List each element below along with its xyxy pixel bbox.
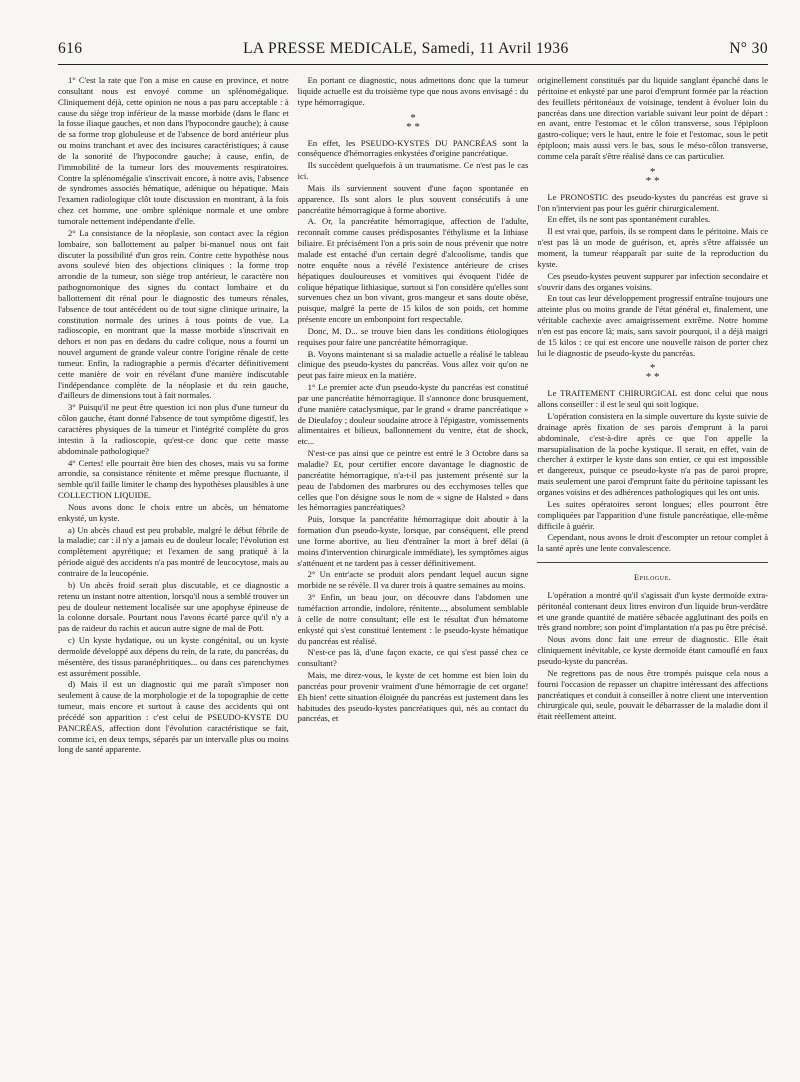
paragraph: Nous avons donc fait une erreur de diagnostic. Elle était cliniquement inévitable, ce kyste dermoïde étant camouflé en faux pseudo-kyste du pancréas. (537, 634, 768, 666)
text-columns (58, 75, 768, 1075)
paragraph: 3° Puisqu'il ne peut être question ici non plus d'une tumeur du côlon gauche, étant donné l'absence de tout symptôme digestif, les caractères physiques de la tumeur et l'intégrité complète du gros intestin à la radioscopie, qu'est-ce donc que cette masse abdominale pathologique? (58, 402, 289, 456)
column-3 (537, 75, 768, 1075)
paragraph: a) Un abcès chaud est peu probable, malgré le début fébrile de la maladie; car : il n'y a jamais eu de douleur locale; l'évolution est complètement apyrétique; et l'examen de sang pratiqué à la période aiguë des accidents n'a pas montré de leucocytose, mais au contraire de la leucopénie. (58, 524, 289, 578)
star-glyph: * (654, 371, 660, 384)
paragraph: d) Mais il est un diagnostic qui me paraît s'imposer non seulement à cause de la morphologie et de la topographie de cette tumeur, mais encore et surtout à cause des accidents qui ont précédé son apparition : c'est celui de PSEUDO-KYSTE DU PANCRÉAS, affection dont l'évolution caractéristique se fait, comme ici, en deux temps, séparés par un intervalle plus ou moins long de santé apparente. (58, 679, 289, 755)
section-divider (537, 562, 768, 563)
paragraph: N'est-ce pas ainsi que ce peintre est entré le 3 Octobre dans sa maladie? Et, pour certifier encore davantage le diagnostic de pancréatite hémorragique, n'a-t-il pas justement présenté sur la peau de l'abdomen des marbrures ou des ecchymoses telles que celles que l'on désigne sous le nom de « signe de Halsted » dans les hémorragies pancréatiques? (297, 448, 529, 513)
paragraph: Les suites opératoires seront longues; elles pourront être compliquées par l'apparition d'une fistule pancréatique, elle-même difficile à guérir. (537, 498, 768, 531)
paragraph: Puis, lorsque la pancréatite hémorragique doit aboutir à la formation d'un pseudo-kyste, lorsque, par conséquent, elle prend une forme abortive, au lieu d'entraîner la mort à bref délai (à moins d'intervention chirurgicale immédiate), les symptômes aigus s'atténuent et ne tardent pas à cesser définitivement. (297, 514, 529, 568)
paragraph: b) Un abcès froid serait plus discutable, et ce diagnostic a retenu un instant notre attention, lorsqu'il nous a semblé trouver un peu de douleur nettement localisée sur une apophyse épineuse de la colonne dorsale. Pourtant nous l'avons écarté parce qu'il n'y a pas de raideur du rachis et aucun autre signe de mal de Pott. (58, 579, 289, 634)
paragraph: 3° Enfin, un beau jour, on découvre dans l'abdomen une tuméfaction arrondie, indolore, rénitente..., absolument semblable à celle de notre consultant; elle est le résultat d'un hématome enkysté qui s'est constitué lentement : le pseudo-kyste hématique du pancréas est réalisé. (297, 592, 529, 646)
paragraph: Cependant, nous avons le droit d'escompter un retour complet à la santé après une lente convalescence. (537, 532, 768, 554)
paragraph: 2° La consistance de la néoplasie, son contact avec la région lombaire, son ballottement au palper bi-manuel nous ont fait discuter la possibilité d'un gros rein. Contre cette hypothèse nous avons soulevé bien des objections cliniques : la forme trop arrondie de la tumeur, son siège trop antérieur, le caractère non pathognomonique des signes du contact lombaire et du ballottement dit rénal pour le diagnostic des tumeurs rénales, l'absence de tout antécédent ou de tout signe clinique urinaire, la constitution normale des urines à tous points de vue. La radioscopie, en montrant que la masse morbide s'inscrivait en dehors et non pas en dedans du cadre colique, nous a fourni un nouvel argument de grande valeur contre l'origine rénale de cette tumeur. Enfin, la radiographie a permis d'écarter définitivement cette manière de voir en révélant d'une manière indiscutable l'indépendance complète de la néoplasie et du rein gauche, d'ailleurs de dimensions tout à fait normales. (58, 227, 289, 401)
page-header (58, 40, 768, 65)
star-glyph: * (406, 120, 412, 133)
star-glyph: * (410, 111, 416, 124)
paragraph: Ils succèdent quelquefois à un traumatisme. Ce n'est pas le cas ici. (297, 160, 529, 182)
issue-number: N° 30 (729, 40, 768, 57)
section-separator-stars (537, 364, 768, 382)
paragraph: 2° Un entr'acte se produit alors pendant lequel aucun signe morbide ne se révèle. Il va durer trois à quatre semaines au moins. (297, 569, 529, 591)
paragraph: En tout cas leur développement progressif entraîne toujours une atteinte plus ou moins grande de l'état général et, finalement, une véritable cachexie avec amaigrissement extrême. Notre homme n'en est pas encore là; mais, sans savoir pourquoi, il a déjà maigri de 15 kilos : ce qui est encore une nouvelle raison de porter chez lui le diagnostic de pseudo-kyste du pancréas. (537, 293, 768, 358)
paragraph: Mais ils surviennent souvent d'une façon spontanée en apparence. Ils sont alors le plus souvent consécutifs à une pancréatite hémorragique à forme abortive. (297, 182, 529, 215)
column-1 (58, 75, 289, 1075)
paragraph: A. Or, la pancréatite hémorragique, affection de l'adulte, reconnaît comme causes prédisposantes l'éthylisme et la lithiase biliaire. Et précisément l'on a pris soin de nous prévenir que notre malade est entaché d'un certain degré d'alcoolisme, tandis que notre enquête nous a révélé l'existence antérieure de crises hépatiques douloureuses et vomitives qui évoquent l'idée de colique hépatique lithiasique, surtout si l'on considère qu'elles sont survenues chez un bon vivant, gros mangeur et sans doute obèse, puisque, malgré la perte de 15 kilos de son poids, cet homme présente encore un embonpoint fort respectable. (297, 216, 529, 325)
section-separator-stars (298, 111, 529, 133)
paragraph: Le PRONOSTIC des pseudo-kystes du pancréas est grave si l'on n'intervient pas pour les guérir chirurgicalement. (537, 191, 768, 213)
page-number: 616 (58, 40, 83, 57)
paragraph: 1° C'est la rate que l'on a mise en cause en province, et notre consultant nous est envoyé comme un splénomégalique. Cliniquement déjà, cette opinion ne nous a pas paru acceptable : à cause du siège trop inférieur de la masse morbide (dans le flanc et la fosse iliaque gauches, et non dans l'hypocondre gauche); à cause de sa forme trop globuleuse et de l'absence de bord antérieur plus ou moins tranchant et avec des incisures caractéristiques; à cause de la sonorité de l'hypocondre gauche; à cause, enfin, de l'immobilité de la tumeur lors des mouvements respiratoires. Contre la splénomégalie s'inscrivait encore, à notre avis, l'absence de syndromes associés hématique, adénique ou hépatique. Mais l'examen radiologique clôt toute discussion en montrant, à la fois chez cet homme, une ombre splénique normale et une ombre tumorale nettement indépendante d'elle. (58, 75, 289, 226)
paragraph: B. Voyons maintenant si sa maladie actuelle a réalisé le tableau clinique des pseudo-kystes du pancréas. Vous allez voir qu'on ne peut pas faire mieux en la matière. (297, 348, 529, 381)
paragraph: 4° Certes! elle pourrait être bien des choses, mais vu sa forme arrondie, sa consistance rénitente et même presque fluctuante, il semble qu'il faille limiter le champ des hypothèses plausibles à une COLLECTION LIQUIDE. (58, 457, 289, 501)
paragraph: Ces pseudo-kystes peuvent suppurer par infection secondaire et s'ouvrir dans des organes voisins. (537, 270, 768, 292)
section-separator-stars (537, 165, 768, 187)
star-glyph: * (645, 371, 652, 384)
paragraph: En portant ce diagnostic, nous admettons donc que la tumeur liquide actuelle est du troisième type que nous avons envisagé : du type hémorragique. (297, 75, 529, 107)
paragraph: Mais, me direz-vous, le kyste de cet homme est bien loin du pancréas pour provenir vraiment d'une hémorragie de cet organe! Eh bien! cette situation éloignée du pancréas est justement dans les habitudes des pseudo-kystes pancréatiques qui, nés au contact du pancréas, et (297, 670, 529, 724)
star-glyph: * (649, 362, 656, 375)
star-glyph: * (645, 174, 652, 187)
paragraph: En effet, les PSEUDO-KYSTES DU PANCRÉAS sont la conséquence d'hémorragies enkystées d'origine pancréatique. (297, 137, 529, 159)
paragraph: c) Un kyste hydatique, ou un kyste congénital, ou un kyste dermoïde développé aux dépens du rein, de la rate, du pancréas, du mésentère, des tissus paranéphritiques... ou dans ces parenchymes est assurément possible. (58, 635, 289, 678)
star-glyph: * (414, 120, 420, 133)
paragraph: En effet, ils ne sont pas spontanément curables. (547, 214, 711, 225)
epilogue-heading: Epilogue. (633, 573, 672, 583)
star-glyph: * (649, 165, 656, 178)
paragraph: originellement constitués par du liquide sanglant épanché dans le péritoine et enkysté par une paroi d'emprunt formée par la réaction des feuillets péritonéaux de voisinage, tendent à évoluer loin du pancréas dans une direction variable suivant leur point de départ : en avant, entre l'estomac et le côlon transverse, sous l'épiploon gastro-colique; vers le haut, entre le foie et l'estomac, sous le petit épiploon; mais aussi vers le bas, sous le méso-côlon transverse, comme cela paraît s'être réalisé dans ce cas particulier. (537, 75, 768, 161)
paragraph: Ne regrettons pas de nous être trompés puisque cela nous a fourni l'occasion de repasser un chapitre intéressant des affections pancréatiques et conduit à conseiller à notre client une intervention chirurgicale qui, seule, pouvait le débarrasser de la maladie dont il était réellement atteint. (537, 667, 768, 722)
column-2 (298, 75, 529, 1075)
paragraph: Donc, M. D... se trouve bien dans les conditions étiologiques requises pour faire une pancréatite hémorragique. (297, 325, 529, 347)
paragraph: Il est vrai que, parfois, ils se rompent dans le péritoine. Mais ce n'est pas là un mode de guérison, et, après s'être affaissée un moment, la tumeur réapparaît par suite de la reproduction du kyste. (537, 226, 768, 269)
paragraph: N'est-ce pas là, d'une façon exacte, ce qui s'est passé chez ce consultant? (297, 647, 529, 669)
publication-title: LA PRESSE MEDICALE, Samedi, 11 Avril 1936 (243, 40, 569, 57)
paragraph: L'opération consistera en la simple ouverture du kyste suivie de drainage après fixation de ses parois d'emprunt à la paroi abdominale, c'est-à-dire après ce que l'on appelle la marsupialisation de la poche kystique. Il serait, en effet, vain de chercher à extirper le kyste dans son entier, ce qui est impossible et dangereux, puisque ce pseudo-kyste n'a pas de paroi propre, mais seulement une paroi d'emprunt faite du péritoine tapissant les organes voisins et des adhérences pathologiques qui les ont unis. (537, 411, 768, 497)
paragraph: L'opération a montré qu'il s'agissait d'un kyste dermoïde extra-péritonéal contenant deux litres environ d'un liquide brun-verdâtre et une grande quantité de matière sébacée agglutinant des poils en très grand nombre; son point d'implantation n'a pas pu être précisé. (537, 589, 768, 633)
paragraph: 1° Le premier acte d'un pseudo-kyste du pancréas est constitué par une pancréatite hémorragique. Il s'annonce donc brusquement, d'une manière cataclysmique, par le grand « drame pancréatique » de Dieulafoy ; douleur soudaine atroce à l'épigastre, vomissements alimentaires et bilieux, ballonnement du ventre, état de shock, etc... (297, 382, 529, 447)
star-glyph: * (654, 174, 660, 187)
paragraph: Nous avons donc le choix entre un abcès, un hématome enkysté, un kyste. (58, 501, 289, 523)
paragraph: Le TRAITEMENT CHIRURGICAL est donc celui que nous allons conseiller : il est le seul qui soit logique. (537, 388, 768, 410)
